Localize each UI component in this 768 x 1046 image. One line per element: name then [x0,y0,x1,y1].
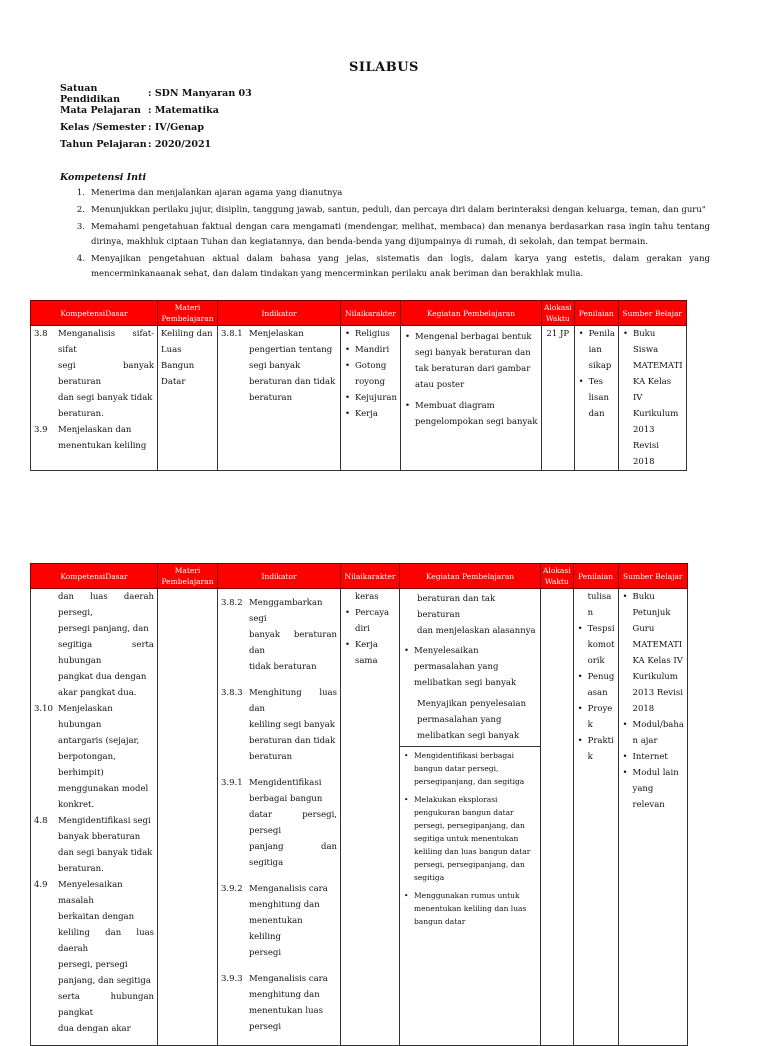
kd-line: pangkat dua dengan [58,672,147,682]
indikator-line: Menjelaskan [249,329,304,339]
indikator-line: menentukan keliling [249,916,303,942]
kd-line: dan segi banyak tidak [58,393,153,403]
indikator-line: persegi [249,948,282,958]
meta-label: Mata Pelajaran [60,105,141,116]
t2-sumber-cell [618,589,687,1046]
nilai-item: • Mandiri [344,342,397,358]
indikator-code: 3.8.1 [221,329,243,339]
indikator-text [249,971,337,1035]
header-kd: KompetensiDasar [31,564,158,589]
indikator-code: 3.8.2 [221,598,243,608]
kd-line: berpotongan, [58,752,116,762]
kegiatan-line: Menyajikan penyelesaian [417,699,527,709]
header-kd: KompetensiDasar [31,301,158,326]
ki-number: 1. [76,188,85,198]
indikator-line: Menganalisis cara [249,974,328,984]
sumber-item: • Buku Petunjuk Guru MATEMATI KA Kelas IV Kurikulum 2013 Revisi 2018 [622,589,684,717]
t1-kegiatan-cell [400,326,541,471]
kd-entry [34,877,154,1037]
nilai-item: • Kerja [344,406,397,422]
kd-line: Menganalisis sifat-sifat [58,329,154,355]
kd-line: beraturan. [58,864,104,874]
t2-indikator-cell [218,589,341,1046]
kd-continued-text [34,589,154,701]
indikator-code: 3.9.3 [221,974,243,984]
sumber-item: • Internet [622,749,684,765]
kd-line: Menjelaskan dan [58,425,132,435]
kegiatan-item: • Melakukan eksplorasi pengukuran bangun datar persegi, persegipanjang, dan segitiga untuk menentukan keliling dan luas bangun datar persegi, persegipanjang, dan segitiga [403,793,537,884]
nilai-item: • Kejujuran [344,390,397,406]
kegiatan-item: • Menggunakan rumus untuk menentukan keliling dan luas bangun datar [403,889,537,928]
header-nilai: Nilaikarakter [341,564,400,589]
t2-penilaian-cell [573,589,618,1046]
ki-item [60,186,710,201]
meta-row [60,136,252,153]
ki-list [60,186,710,284]
meta-value: : Matematika [148,105,219,116]
indikator-line: Mengidentifikasi [249,778,322,788]
ki-heading: Kompetensi Inti [60,172,147,183]
kd-line: berhimpit) [58,768,104,778]
ki-item [60,220,710,250]
indikator-entry [221,971,337,1035]
ki-item [60,252,710,282]
nilai-item: • Kerja sama [344,637,396,669]
kd-line: persegi panjang, dan [58,624,149,634]
kegiatan-line: dan menjelaskan alasannya [417,626,536,636]
kd-line: antargaris (sejajar, [58,736,140,746]
ki-text: Menunjukkan perilaku jujur, disiplin, tanggung jawab, santun, peduli, dan percaya diri dalam berinteraksi dengan keluarga, teman, dan guru" [91,205,706,215]
syllabus-table-1 [30,300,687,471]
materi-line: Luas Bangun [161,345,195,371]
kd-line: berkaitan dengan [58,912,135,922]
kd-line: akar pangkat dua. [58,688,137,698]
sumber-item: • Modul/baha n ajar [622,717,684,749]
ki-number: 3. [76,222,85,232]
indikator-line: segi banyak [249,361,301,371]
kd-line: segi banyak beraturan [58,361,154,387]
kd-code: 3.8 [34,329,48,339]
nilai-item: • Religius [344,326,397,342]
indikator-line: banyak beraturan dan [249,630,337,656]
indikator-code: 3.8.3 [221,688,243,698]
kd-line: segitiga serta hubungan [58,640,154,666]
indikator-entry [221,326,337,406]
kd-code: 4.8 [34,816,48,826]
header-alokasi: Alokasi Waktu [541,564,574,589]
meta-value: : 2020/2021 [148,139,212,150]
kd-code: 3.10 [34,704,53,714]
meta-value: : IV/Genap [148,122,204,133]
header-kegiatan: Kegiatan Pembelajaran [400,301,541,326]
kd-line: dan luas daerah persegi, [58,592,154,618]
ki-text: Menyajikan pengetahuan aktual dalam bahasa yang jelas, sistematis dan logis, dalam karya yang estetis, dalam gerakan yang mencerminkanaanak sehat, dan dalam tindakan yang mencerminkan perilaku anak beriman dan berakhlak mulia. [91,254,710,279]
kegiatan-line: permasalahan yang [417,715,502,725]
indikator-entry [221,775,337,871]
indikator-code: 3.9.1 [221,778,243,788]
indikator-line: berbagai bangun [249,794,323,804]
kd-text [58,326,154,422]
indikator-line: beraturan [249,393,293,403]
sumber-item: • Modul lain yang relevan [622,765,684,813]
kd-line: persegi, persegi [58,960,128,970]
identity-block [60,82,252,153]
kegiatan-line: melibatkan segi banyak [417,731,520,741]
indikator-entry [221,595,337,675]
indikator-line: persegi [249,1022,282,1032]
header-materi: Materi Pembelajaran [158,301,218,326]
header-materi: Materi Pembelajaran [158,564,218,589]
t1-materi-cell [158,326,218,471]
indikator-line: pengertian tentang [249,345,333,355]
indikator-line: Menganalisis cara [249,884,328,894]
kd-text [58,422,154,454]
sumber-item: • Buku Siswa MATEMATI KA Kelas IV Kurikulum 2013 Revisi 2018 [622,326,683,470]
kd-line: beraturan. [58,409,104,419]
indikator-line: panjang dan segitiga [249,842,337,868]
materi-line: Keliling dan [161,329,213,339]
kd-line: Menjelaskan hubungan [58,704,113,730]
indikator-text [249,595,337,675]
header-nilai: Nilaikarakter [341,301,401,326]
t1-nilai-cell [341,326,401,471]
header-penilaian: Penilaian [573,564,618,589]
t2-kegiatan-cell [400,589,541,1046]
nilai-item: • Gotong royong [344,358,397,390]
ki-number: 2. [76,205,85,215]
indikator-line: keliling segi banyak [249,720,335,730]
penilaian-item: • Penila ian sikap [578,326,615,374]
indikator-text [249,775,337,871]
kd-line: serta hubungan pangkat [58,992,154,1018]
t2-alokasi-cell [541,589,574,1046]
indikator-text [249,881,337,961]
indikator-line: beraturan dan tidak [249,736,336,746]
syllabus-table-2 [30,563,688,1046]
indikator-line: beraturan dan tidak [249,377,336,387]
kd-continued [34,589,154,701]
kd-entry [34,326,154,422]
penilaian-line: n [587,608,594,618]
kegiatan-item: • Mengidentifikasi berbagai bangun datar persegi, persegipanjang, dan segitiga [403,749,537,788]
kegiatan-item: • Menyelesaikan permasalahan yang melibatkan segi banyak [403,643,537,691]
penilaian-item: • Tes lisan dan [578,374,615,422]
header-indikator: Indikator [218,301,341,326]
indikator-text [249,326,337,406]
kd-line: menggunakan model [58,784,149,794]
indikator-line: menentukan luas [249,1006,323,1016]
indikator-entry [221,881,337,961]
kd-line: dua dengan akar [58,1024,131,1034]
kd-entry [34,813,154,877]
kd-line: Menyelesaikan masalah [58,880,123,906]
penilaian-item: • Penug asan [577,669,615,701]
indikator-line: Menggambarkan segi [249,598,323,624]
indikator-entry [221,685,337,765]
kegiatan-line: beraturan dan tak beraturan [417,594,496,620]
kd-line: Mengidentifikasi segi [58,816,151,826]
kd-line: keliling dan luas daerah [58,928,154,954]
penilaian-item: • Tespsi komot orik [577,621,615,669]
t2-nilai-continued: keras [355,592,379,602]
kd-line: panjang, dan segitiga [58,976,151,986]
materi-line: Datar [161,377,186,387]
ki-item [60,203,710,218]
kd-text [58,877,154,1037]
kegiatan-item: • Membuat diagram pengelompokan segi banyak [404,398,538,430]
indikator-line: menghitung dan [249,990,320,1000]
ki-text: Menerima dan menjalankan ajaran agama yang dianutnya [91,188,343,198]
t1-penilaian-cell [574,326,618,471]
t1-sumber-cell [618,326,686,471]
meta-row [60,119,252,136]
meta-value: : SDN Manyaran 03 [148,88,252,99]
header-sumber: Sumber Belajar [618,564,687,589]
kd-line: konkret. [58,800,95,810]
t1-kd-cell [31,326,158,471]
meta-label: Kelas /Semester [60,122,146,133]
meta-label: Satuan Pendidikan [60,82,120,105]
ki-text: Memahami pengetahuan faktual dengan cara mengamati (mendengar, melihat, membaca) dan menanya berdasarkan rasa ingin tahu tentang dirinya, makhluk ciptaan Tuhan dan kegiatannya, dan benda-benda yang dijumpainya di rumah, di sekolah, dan tempat bermain. [91,222,710,247]
indikator-line: menghitung dan [249,900,320,910]
kd-line: menentukan keliling [58,441,147,451]
meta-row [60,82,252,105]
header-penilaian: Penilaian [574,301,618,326]
kd-text [58,701,154,813]
penilaian-item: • Proye k [577,701,615,733]
indikator-line: tidak beraturan [249,662,317,672]
t2-materi-cell [158,589,218,1046]
kd-entry [34,701,154,813]
meta-row [60,102,252,119]
t2-kd-cell [31,589,158,1046]
header-alokasi: Alokasi Waktu [541,301,574,326]
ki-number: 4. [76,254,85,264]
penilaian-item: • Prakti k [577,733,615,765]
indikator-text [249,685,337,765]
kd-code: 4.9 [34,880,48,890]
kegiatan-item: • Mengenal berbagai bentuk segi banyak beraturan dan tak beraturan dari gambar atau poster [404,329,538,393]
t1-alokasi-cell: 21 JP [541,326,574,471]
nilai-item: • Percaya diri [344,605,396,637]
indikator-line: beraturan [249,752,293,762]
document-title: SILABUS [349,60,419,75]
t1-indikator-cell [218,326,341,471]
kd-text [58,813,154,877]
indikator-line: datar persegi, persegi [249,810,337,836]
kd-entry [34,422,154,454]
indikator-line: Menghitung luas dan [249,688,337,714]
kd-line: banyak bberaturan [58,832,141,842]
header-kegiatan: Kegiatan Pembelajaran [400,564,541,589]
header-sumber: Sumber Belajar [618,301,686,326]
meta-label: Tahun Pelajaran [60,139,147,150]
t2-nilai-cell [341,589,400,1046]
indikator-code: 3.9.2 [221,884,243,894]
kd-code: 3.9 [34,425,48,435]
penilaian-line: tulisa [587,592,612,602]
kd-line: dan segi banyak tidak [58,848,153,858]
header-indikator: Indikator [218,564,341,589]
